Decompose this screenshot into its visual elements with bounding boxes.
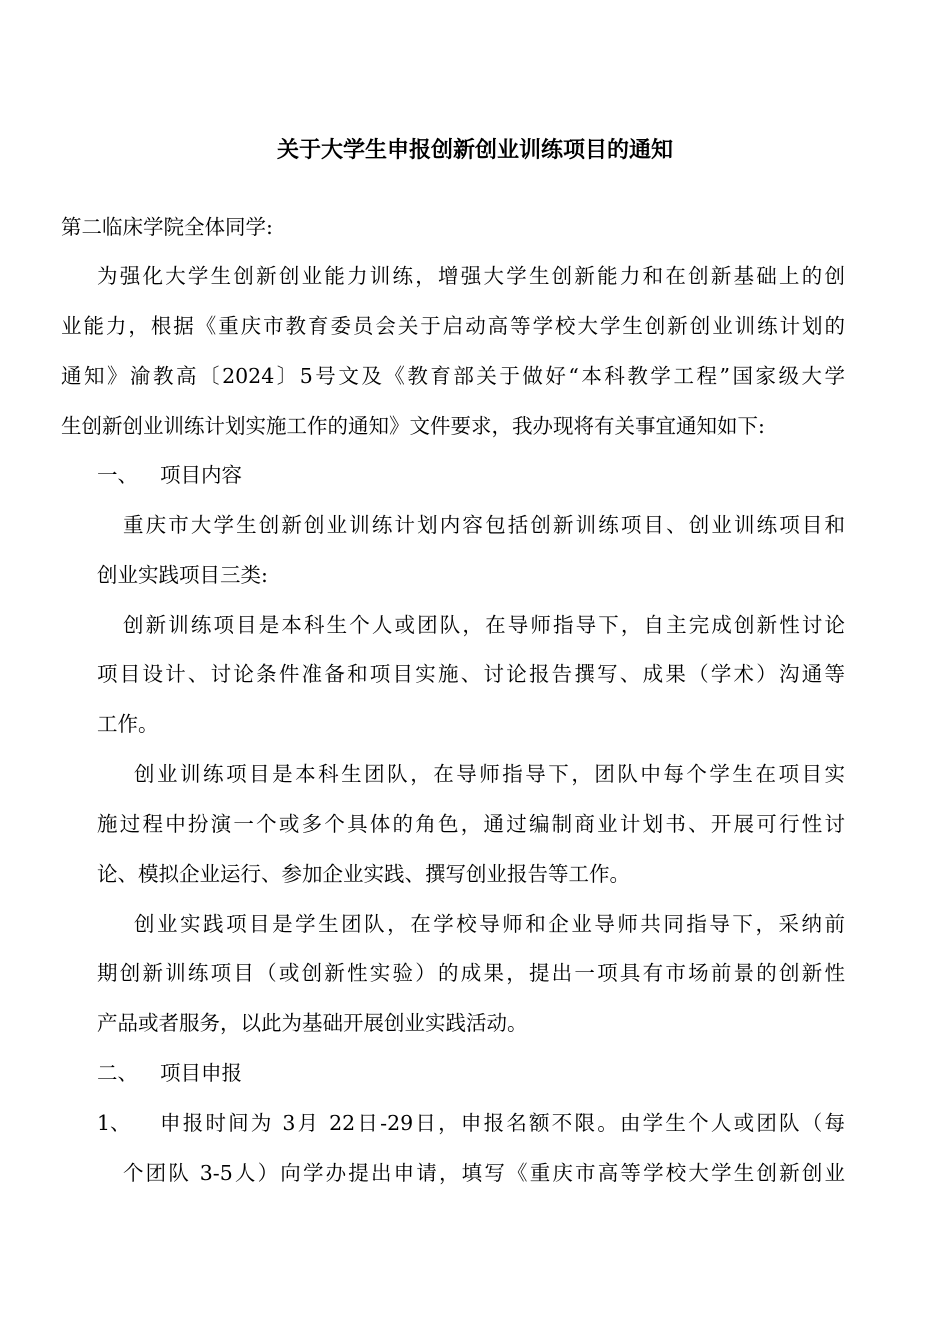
section1-para4-line-2: 期创新训练项目（或创新性实验）的成果，提出一项具有市场前景的创新性 [97, 961, 845, 985]
section1-para3-line-3: 论、模拟企业运行、参加企业实践、撰写创业报告等工作。 [97, 862, 630, 886]
section1-heading: 项目内容 [160, 463, 242, 487]
section1-para2-line-1: 创新训练项目是本科生个人或团队，在导师指导下，自主完成创新性讨论 [123, 613, 845, 637]
section1-para2-line-2: 项目设计、讨论条件准备和项目实施、讨论报告撰写、成果（学术）沟通等 [97, 662, 845, 686]
intro-line-1: 为强化大学生创新创业能力训练，增强大学生创新能力和在创新基础上的创 [97, 264, 845, 288]
section1-para1-line-1: 重庆市大学生创新创业训练计划内容包括创新训练项目、创业训练项目和 [123, 513, 845, 537]
section2-item1-line-1: 申报时间为 3月 22日-29日，申报名额不限。由学生个人或团队（每 [160, 1111, 845, 1135]
intro-line-4: 生创新创业训练计划实施工作的通知》文件要求，我办现将有关事宜通知如下: [61, 414, 765, 438]
section1-para4-line-1: 创业实践项目是学生团队，在学校导师和企业导师共同指导下，采纳前 [134, 912, 845, 936]
section2-item1-number: 1、 [97, 1111, 131, 1135]
document-title: 关于大学生申报创新创业训练项目的通知 [276, 138, 673, 163]
salutation: 第二临床学院全体同学: [61, 215, 273, 239]
section1-para4-line-3: 产品或者服务，以此为基础开展创业实践活动。 [97, 1011, 528, 1035]
section2-item1-line-2: 个团队 3-5人）向学办提出申请，填写《重庆市高等学校大学生创新创业 [123, 1161, 845, 1185]
intro-line-2: 业能力，根据《重庆市教育委员会关于启动高等学校大学生创新创业训练计划的 [61, 314, 845, 338]
section1-para2-line-3: 工作。 [97, 712, 159, 736]
intro-line-3: 通知》渝教高〔2024〕5号文及《教育部关于做好“本科教学工程”国家级大学 [61, 364, 845, 388]
section1-number: 一、 [97, 463, 138, 487]
section2-heading: 项目申报 [160, 1061, 242, 1085]
section1-para3-line-2: 施过程中扮演一个或多个具体的角色，通过编制商业计划书、开展可行性讨 [97, 812, 845, 836]
section2-number: 二、 [97, 1061, 138, 1085]
section1-para3-line-1: 创业训练项目是本科生团队，在导师指导下，团队中每个学生在项目实 [134, 762, 845, 786]
section1-para1-line-2: 创业实践项目三类: [97, 563, 268, 587]
